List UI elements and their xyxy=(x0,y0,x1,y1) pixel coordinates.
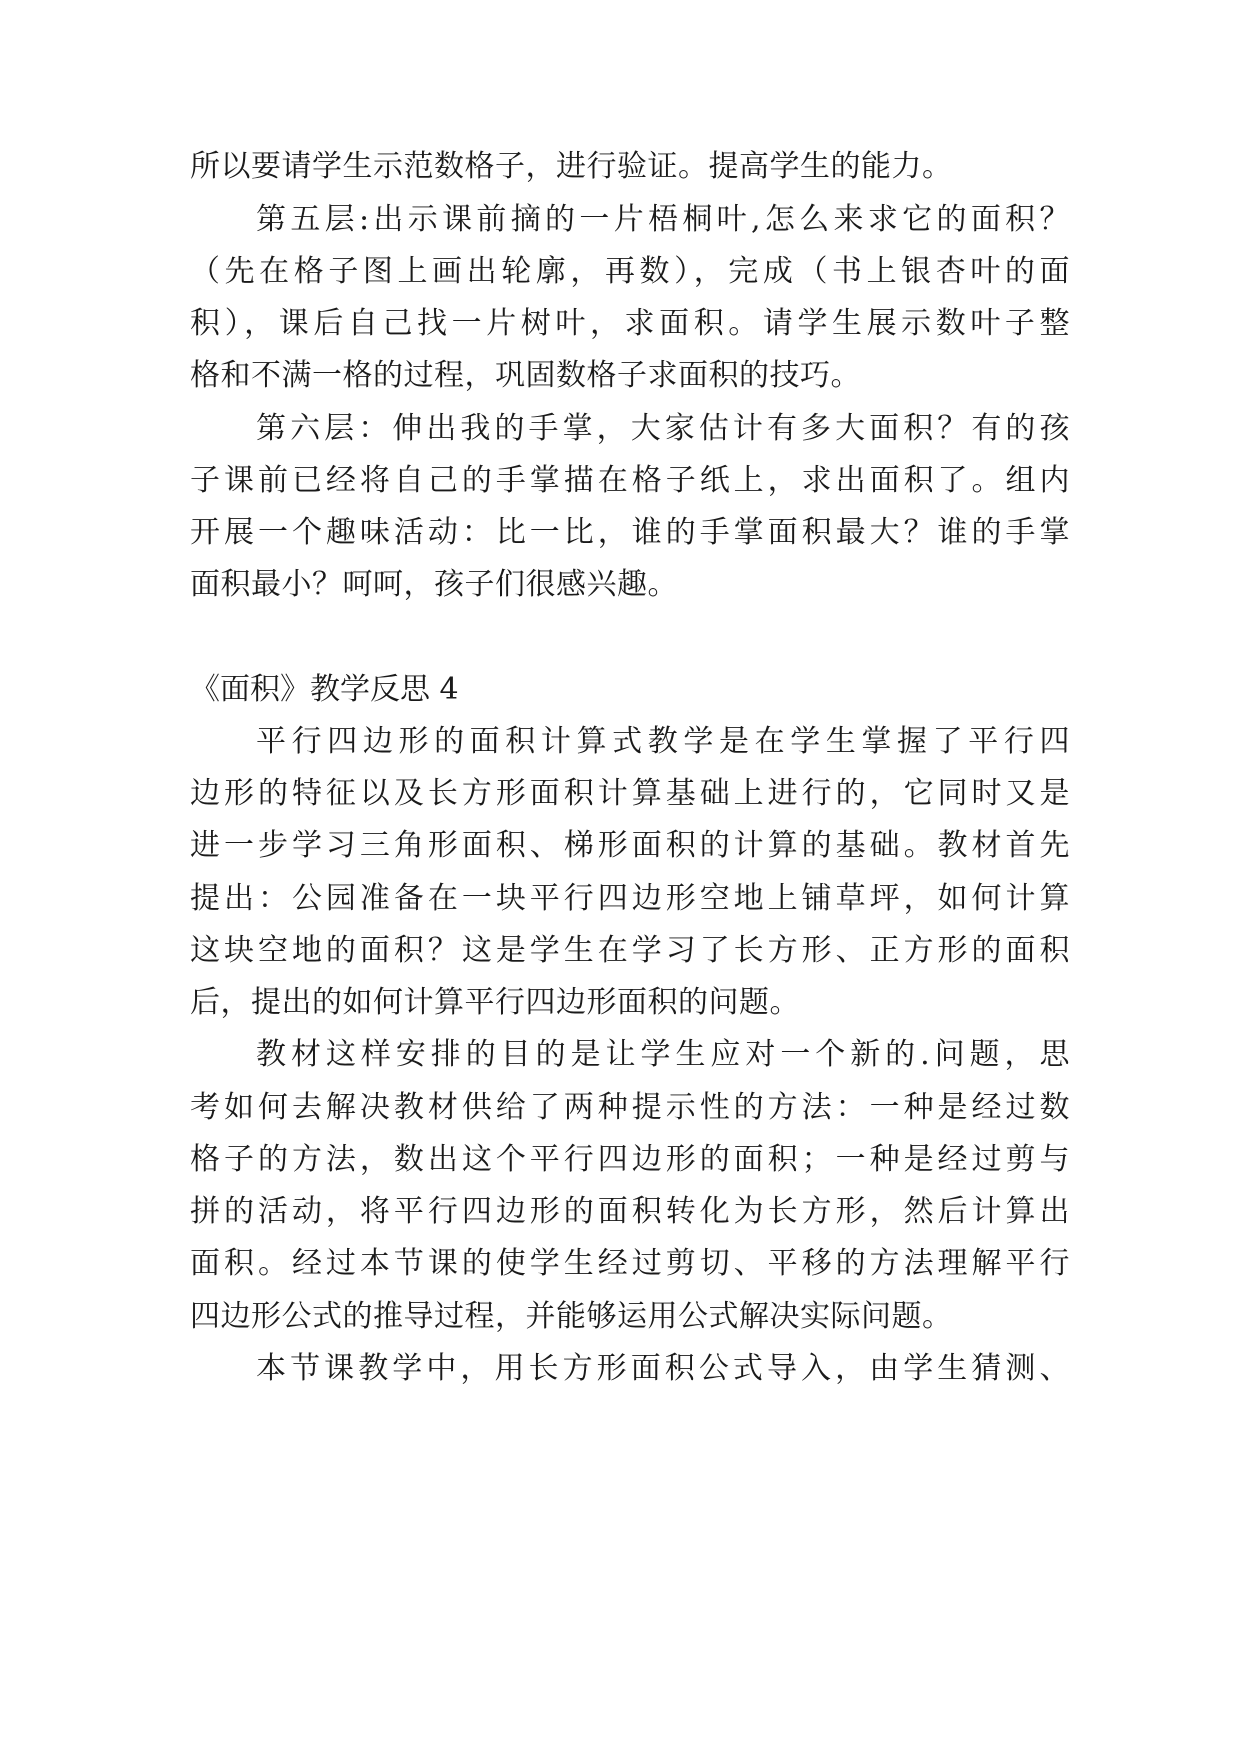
paragraph-line: 这块空地的面积？这是学生在学习了长方形、正方形的面积 xyxy=(190,933,1070,968)
paragraph-line: 进一步学习三角形面积、梯形面积的计算的基础。教材首先 xyxy=(190,828,1070,863)
paragraph-line: 面积。经过本节课的使学生经过剪切、平移的方法理解平行 xyxy=(190,1246,1070,1281)
paragraph-line: 考如何去解决教材供给了两种提示性的方法：一种是经过数 xyxy=(190,1090,1070,1125)
paragraph-line: 平行四边形的面积计算式教学是在学生掌握了平行四 xyxy=(256,724,1070,759)
paragraph-line: 第六层：伸出我的手掌，大家估计有多大面积？有的孩 xyxy=(256,411,1070,446)
paragraph-line: （先在格子图上画出轮廓，再数），完成（书上银杏叶的面 xyxy=(190,254,1070,289)
paragraph-line: 格和不满一格的过程，巩固数格子求面积的技巧。 xyxy=(190,358,861,393)
paragraph-line: 格子的方法，数出这个平行四边形的面积；一种是经过剪与 xyxy=(190,1142,1070,1177)
paragraph-line: 面积最小？呵呵，孩子们很感兴趣。 xyxy=(190,567,678,602)
paragraph-line: 教材这样安排的目的是让学生应对一个新的.问题，思 xyxy=(256,1037,1070,1072)
section-heading: 《面积》教学反思 4 xyxy=(190,672,459,707)
paragraph-line: 开展一个趣味活动：比一比，谁的手掌面积最大？谁的手掌 xyxy=(190,515,1070,550)
paragraph-line: 子课前已经将自己的手掌描在格子纸上，求出面积了。组内 xyxy=(190,463,1070,498)
paragraph-line: 后，提出的如何计算平行四边形面积的问题。 xyxy=(190,985,800,1020)
paragraph-line: 提出：公园准备在一块平行四边形空地上铺草坪，如何计算 xyxy=(190,881,1070,916)
paragraph-line: 本节课教学中，用长方形面积公式导入，由学生猜测、 xyxy=(256,1351,1070,1386)
paragraph-line: 边形的特征以及长方形面积计算基础上进行的，它同时又是 xyxy=(190,776,1070,811)
paragraph-line: 第五层:出示课前摘的一片梧桐叶,怎么来求它的面积？ xyxy=(256,202,1070,237)
paragraph-line: 所以要请学生示范数格子，进行验证。提高学生的能力。 xyxy=(190,149,953,184)
paragraph-line: 四边形公式的推导过程，并能够运用公式解决实际问题。 xyxy=(190,1299,953,1334)
paragraph-line: 拼的活动，将平行四边形的面积转化为长方形，然后计算出 xyxy=(190,1194,1070,1229)
paragraph-line: 积），课后自己找一片树叶，求面积。请学生展示数叶子整 xyxy=(190,306,1070,341)
